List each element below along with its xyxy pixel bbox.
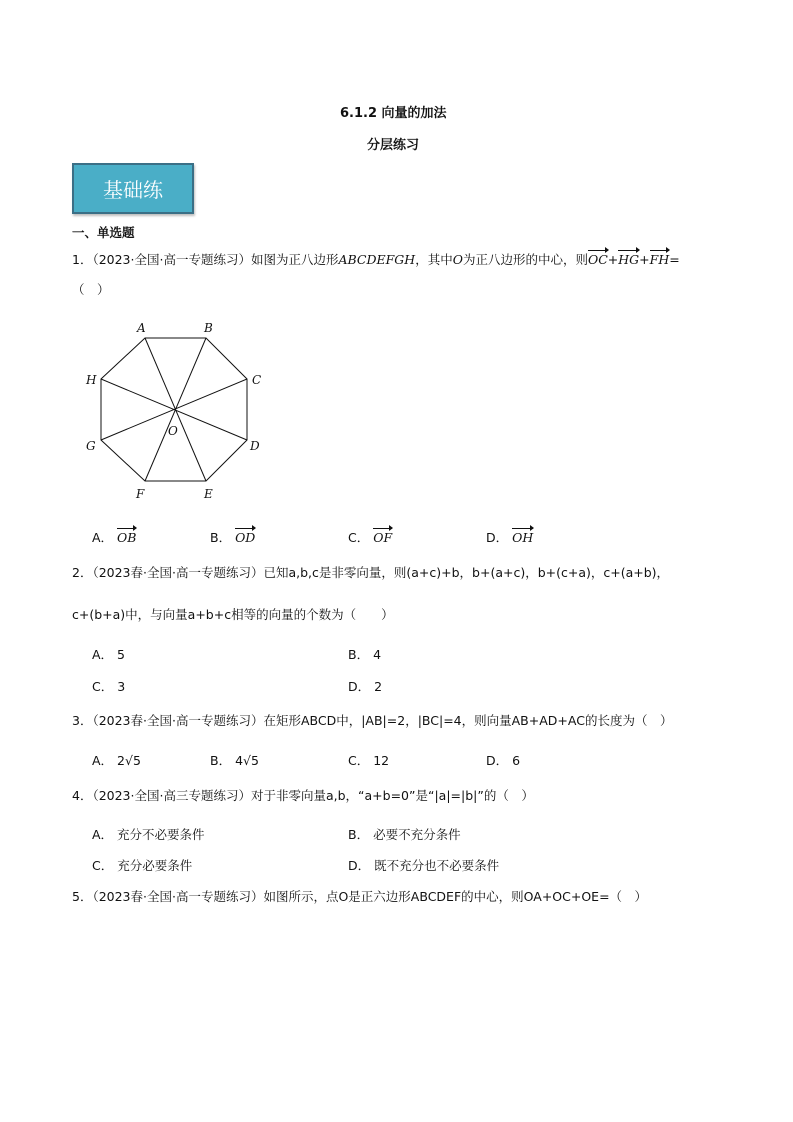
option-value: 必要不充分条件 <box>373 827 461 842</box>
vertex-label-e: E <box>204 487 213 501</box>
option-vec: OH <box>512 530 534 545</box>
option-value: 充分必要条件 <box>117 858 193 873</box>
octagon-figure <box>80 316 280 506</box>
option-key: A． <box>92 530 114 545</box>
q1-center: O <box>452 252 463 267</box>
option-key: B． <box>348 827 370 842</box>
q2-option-a[interactable] <box>92 645 125 663</box>
option-key: C． <box>92 858 114 873</box>
q2-option-d[interactable] <box>348 677 382 695</box>
vertex-label-g: G <box>86 439 96 453</box>
q3-option-b[interactable] <box>210 751 259 769</box>
page-title: 6.1.2 向量的加法 <box>340 106 447 121</box>
option-value: 4√5 <box>235 753 259 768</box>
vertex-label-a: A <box>137 321 146 335</box>
vertex-label-f: F <box>136 487 145 501</box>
q1-option-b[interactable] <box>210 528 255 546</box>
option-value: 4 <box>373 647 382 662</box>
option-key: A． <box>92 827 114 842</box>
q1-plus-1: + <box>607 252 619 267</box>
q1-mid2: 为正八边形的中心，则 <box>462 252 588 267</box>
option-value: 6 <box>512 753 521 768</box>
question-4: 4．（2023·全国·高三专题练习）对于非零向量a,b，“a+b=0”是“|a|=|b|”的（ ） <box>72 788 534 803</box>
q1-text: 1．（2023·全国·高一专题练习）如图为正八边形 <box>72 252 339 267</box>
q1-eq: = <box>669 252 680 267</box>
option-key: C． <box>92 679 114 694</box>
q3-option-c[interactable] <box>348 751 389 769</box>
q1-vec-2: HG <box>618 252 640 267</box>
q1-shape: ABCDEFGH <box>338 252 416 267</box>
option-value: 充分不必要条件 <box>117 827 205 842</box>
q1-vec-1: OC <box>587 252 608 267</box>
option-key: C． <box>348 753 370 768</box>
q4-option-d[interactable] <box>348 856 499 874</box>
option-value: 既不充分也不必要条件 <box>374 858 500 873</box>
vertex-label-d: D <box>250 439 260 453</box>
question-3: 3．（2023春·全国·高一专题练习）在矩形ABCD中，|AB|=2，|BC|=4，则向量AB+AD+AC的长度为（ ） <box>72 713 673 728</box>
option-vec: OB <box>117 530 137 545</box>
vertex-label-h: H <box>86 373 97 387</box>
option-vec: OD <box>235 530 256 545</box>
level-badge <box>72 163 194 214</box>
q1-plus-2: + <box>639 252 650 267</box>
page-subtitle: 分层练习 <box>367 138 420 153</box>
option-key: B． <box>210 753 232 768</box>
q3-option-a[interactable] <box>92 751 141 769</box>
q2-option-c[interactable] <box>92 677 125 695</box>
q3-option-d[interactable] <box>486 751 520 769</box>
badge-label: 基础练 <box>103 178 163 202</box>
q1-option-a[interactable] <box>92 528 136 546</box>
option-vec: OF <box>373 530 393 545</box>
question-5: 5．（2023春·全国·高一专题练习）如图所示，点O是正六边形ABCDEF的中心，则OA+OC+OE=（ ） <box>72 889 648 904</box>
option-key: A． <box>92 647 114 662</box>
q1-option-c[interactable] <box>348 528 392 546</box>
option-value: 2√5 <box>117 753 141 768</box>
vertex-label-c: C <box>252 373 262 387</box>
option-key: D． <box>486 753 509 768</box>
center-label-o: O <box>168 424 178 438</box>
option-key: B． <box>348 647 370 662</box>
q4-option-c[interactable] <box>92 856 192 874</box>
option-value: 3 <box>117 679 126 694</box>
q1-bracket: （ ） <box>72 282 110 297</box>
option-key: B． <box>210 530 232 545</box>
q4-option-a[interactable] <box>92 825 205 843</box>
option-key: D． <box>348 679 371 694</box>
option-value: 12 <box>373 753 390 768</box>
question-2-line-2: c+(b+a)中，与向量a+b+c相等的向量的个数为（ ） <box>72 607 394 622</box>
option-key: C． <box>348 530 370 545</box>
q4-option-b[interactable] <box>348 825 461 843</box>
q1-option-d[interactable] <box>486 528 533 546</box>
option-key: D． <box>348 858 371 873</box>
question-2: 2．（2023春·全国·高一专题练习）已知a,b,c是非零向量，则(a+c)+b，b+(a+c)，b+(c+a)，c+(a+b)， <box>72 565 670 580</box>
option-value: 5 <box>117 647 125 662</box>
section-heading: 一、单选题 <box>72 225 135 240</box>
option-key: D． <box>486 530 509 545</box>
vertex-label-b: B <box>204 321 213 335</box>
q2-option-b[interactable] <box>348 645 381 663</box>
question-1 <box>72 252 680 268</box>
q1-vec-3: FH <box>649 252 670 267</box>
option-value: 2 <box>374 679 383 694</box>
option-key: A． <box>92 753 114 768</box>
q1-mid: ，其中 <box>415 252 453 267</box>
